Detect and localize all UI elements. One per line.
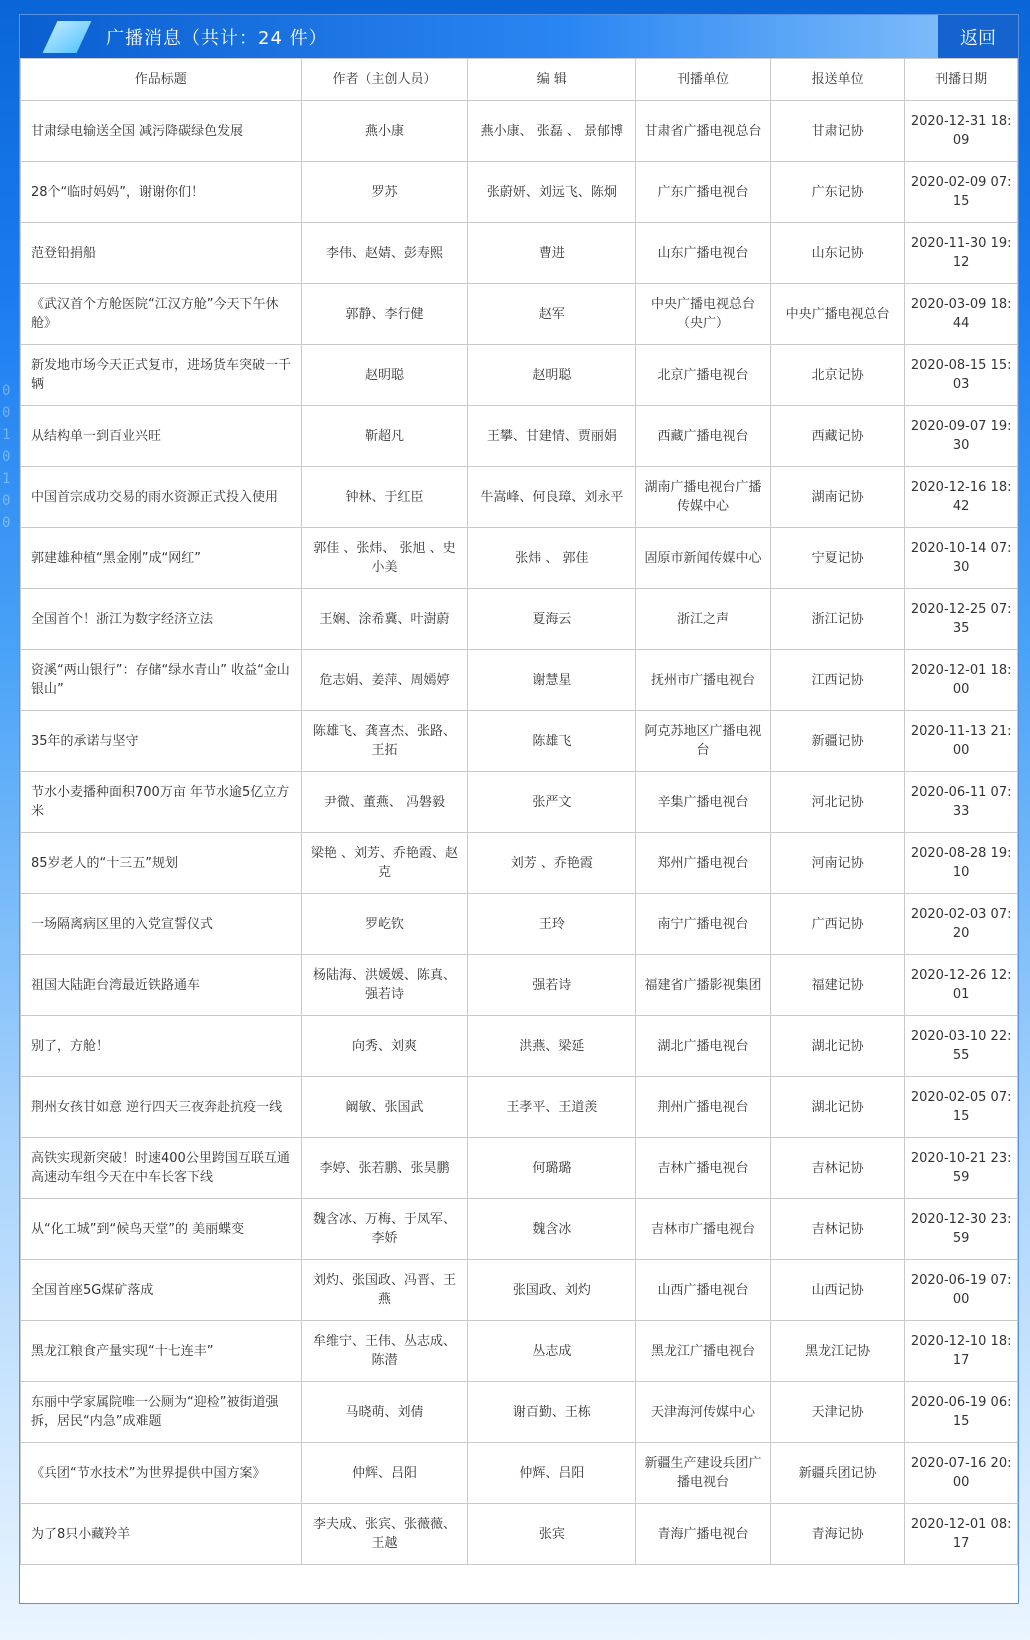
broadcaster-cell: 广东广播电视台 [636, 162, 771, 223]
author-cell: 仲辉、吕阳 [301, 1443, 468, 1504]
date-cell: 2020-02-05 07:15 [905, 1077, 1018, 1138]
broadcaster-cell: 西藏广播电视台 [636, 406, 771, 467]
column-header: 报送单位 [770, 59, 905, 101]
column-header: 刊播日期 [905, 59, 1018, 101]
work-title-cell[interactable]: 全国首个！浙江为数字经济立法 [21, 589, 302, 650]
author-cell: 郭佳 、张炜、 张旭 、史小美 [301, 528, 468, 589]
table-row[interactable] [21, 406, 1018, 467]
table-row[interactable] [21, 833, 1018, 894]
work-title-cell[interactable]: 黑龙江粮食产量实现“十七连丰” [21, 1321, 302, 1382]
editor-cell: 魏含冰 [468, 1199, 636, 1260]
broadcaster-cell: 浙江之声 [636, 589, 771, 650]
author-cell: 燕小康 [301, 101, 468, 162]
submitter-cell: 吉林记协 [770, 1199, 905, 1260]
table-row[interactable] [21, 284, 1018, 345]
table-row[interactable] [21, 1138, 1018, 1199]
broadcaster-cell: 吉林广播电视台 [636, 1138, 771, 1199]
work-title-cell[interactable]: 《武汉首个方舱医院“江汉方舱”今天下午休舱》 [21, 284, 302, 345]
submitter-cell: 广东记协 [770, 162, 905, 223]
table-row[interactable] [21, 1077, 1018, 1138]
submitter-cell: 宁夏记协 [770, 528, 905, 589]
panel-header [20, 15, 1018, 58]
date-cell: 2020-12-10 18:17 [905, 1321, 1018, 1382]
table-row[interactable] [21, 467, 1018, 528]
broadcaster-cell: 抚州市广播电视台 [636, 650, 771, 711]
author-cell: 杨陆海、洪媛媛、陈真、强若诗 [301, 955, 468, 1016]
submitter-cell: 浙江记协 [770, 589, 905, 650]
submitter-cell: 湖北记协 [770, 1016, 905, 1077]
work-title-cell[interactable]: 85岁老人的“十三五”规划 [21, 833, 302, 894]
date-cell: 2020-07-16 20:00 [905, 1443, 1018, 1504]
date-cell: 2020-12-26 12:01 [905, 955, 1018, 1016]
table-row[interactable] [21, 1199, 1018, 1260]
table-row[interactable] [21, 1260, 1018, 1321]
submitter-cell: 湖北记协 [770, 1077, 905, 1138]
author-cell: 郭静、李行健 [301, 284, 468, 345]
author-cell: 陈雄飞、龚喜杰、张路、王拓 [301, 711, 468, 772]
submitter-cell: 北京记协 [770, 345, 905, 406]
date-cell: 2020-03-10 22:55 [905, 1016, 1018, 1077]
submitter-cell: 江西记协 [770, 650, 905, 711]
author-cell: 罗苏 [301, 162, 468, 223]
broadcaster-cell: 郑州广播电视台 [636, 833, 771, 894]
work-title-cell[interactable]: 从结构单一到百业兴旺 [21, 406, 302, 467]
editor-cell: 张严文 [468, 772, 636, 833]
author-cell: 魏含冰、万梅、于凤军、李娇 [301, 1199, 468, 1260]
editor-cell: 陈雄飞 [468, 711, 636, 772]
date-cell: 2020-03-09 18:44 [905, 284, 1018, 345]
table-row[interactable] [21, 1504, 1018, 1565]
broadcaster-cell: 甘肃省广播电视总台 [636, 101, 771, 162]
work-title-cell[interactable]: 为了8只小藏羚羊 [21, 1504, 302, 1565]
date-cell: 2020-06-19 07:00 [905, 1260, 1018, 1321]
editor-cell: 燕小康、 张磊 、 景郁博 [468, 101, 636, 162]
column-header: 编 辑 [468, 59, 636, 101]
submitter-cell: 黑龙江记协 [770, 1321, 905, 1382]
broadcaster-cell: 山西广播电视台 [636, 1260, 771, 1321]
panel-title: 广播消息（共计：24 件） [106, 27, 328, 49]
work-title-cell[interactable]: 甘肃绿电输送全国 减污降碳绿色发展 [21, 101, 302, 162]
date-cell: 2020-08-28 19:10 [905, 833, 1018, 894]
editor-cell: 赵明聪 [468, 345, 636, 406]
broadcaster-cell: 湖南广播电视台广播传媒中心 [636, 467, 771, 528]
author-cell: 刘灼、张国政、冯晋、王燕 [301, 1260, 468, 1321]
broadcaster-cell: 黑龙江广播电视台 [636, 1321, 771, 1382]
author-cell: 尹微、董燕、 冯磐毅 [301, 772, 468, 833]
date-cell: 2020-12-16 18:42 [905, 467, 1018, 528]
editor-cell: 仲辉、吕阳 [468, 1443, 636, 1504]
table-row[interactable] [21, 1321, 1018, 1382]
work-title-cell[interactable]: 郭建雄种植“黑金刚”成“网红” [21, 528, 302, 589]
header-stripe-icon [43, 21, 92, 53]
editor-cell: 何璐璐 [468, 1138, 636, 1199]
broadcaster-cell: 福建省广播影视集团 [636, 955, 771, 1016]
submitter-cell: 甘肃记协 [770, 101, 905, 162]
submitter-cell: 湖南记协 [770, 467, 905, 528]
editor-cell: 强若诗 [468, 955, 636, 1016]
author-cell: 危志娟、姜萍、周嫣婷 [301, 650, 468, 711]
column-header: 作者（主创人员） [301, 59, 468, 101]
author-cell: 钟林、于红臣 [301, 467, 468, 528]
table-header-row [21, 59, 1018, 101]
date-cell: 2020-10-21 23:59 [905, 1138, 1018, 1199]
table-row[interactable] [21, 650, 1018, 711]
date-cell: 2020-06-19 06:15 [905, 1382, 1018, 1443]
date-cell: 2020-12-30 23:59 [905, 1199, 1018, 1260]
editor-cell: 王攀、甘建情、贾丽娟 [468, 406, 636, 467]
submitter-cell: 广西记协 [770, 894, 905, 955]
author-cell: 李伟、赵婧、彭寿熙 [301, 223, 468, 284]
editor-cell: 张国政、刘灼 [468, 1260, 636, 1321]
column-header: 刊播单位 [636, 59, 771, 101]
editor-cell: 曹进 [468, 223, 636, 284]
author-cell: 罗屹钦 [301, 894, 468, 955]
table-row[interactable] [21, 1382, 1018, 1443]
editor-cell: 赵军 [468, 284, 636, 345]
work-title-cell[interactable]: 节水小麦播种面积700万亩 年节水逾5亿立方米 [21, 772, 302, 833]
broadcaster-cell: 湖北广播电视台 [636, 1016, 771, 1077]
broadcaster-cell: 中央广播电视总台（央广） [636, 284, 771, 345]
broadcaster-cell: 北京广播电视台 [636, 345, 771, 406]
broadcaster-cell: 辛集广播电视台 [636, 772, 771, 833]
work-title-cell[interactable]: 高铁实现新突破！时速400公里跨国互联互通高速动车组今天在中车长客下线 [21, 1138, 302, 1199]
date-cell: 2020-12-01 18:00 [905, 650, 1018, 711]
date-cell: 2020-11-30 19:12 [905, 223, 1018, 284]
submitter-cell: 河南记协 [770, 833, 905, 894]
back-button[interactable]: 返回 [938, 15, 1018, 58]
work-title-cell[interactable]: 新发地市场今天正式复市，进场货车突破一千辆 [21, 345, 302, 406]
broadcaster-cell: 天津海河传媒中心 [636, 1382, 771, 1443]
work-title-cell[interactable]: 35年的承诺与坚守 [21, 711, 302, 772]
editor-cell: 王玲 [468, 894, 636, 955]
submitter-cell: 青海记协 [770, 1504, 905, 1565]
table-row[interactable] [21, 162, 1018, 223]
date-cell: 2020-06-11 07:33 [905, 772, 1018, 833]
editor-cell: 王孝平、王道羡 [468, 1077, 636, 1138]
author-cell: 梁艳 、刘芳、乔艳霞、赵克 [301, 833, 468, 894]
author-cell: 李婷、张若鹏、张昊鹏 [301, 1138, 468, 1199]
table-row[interactable] [21, 589, 1018, 650]
author-cell: 赵明聪 [301, 345, 468, 406]
work-title-cell[interactable]: 荆州女孩甘如意 逆行四天三夜奔赴抗疫一线 [21, 1077, 302, 1138]
table-row[interactable] [21, 772, 1018, 833]
date-cell: 2020-12-25 07:35 [905, 589, 1018, 650]
submitter-cell: 河北记协 [770, 772, 905, 833]
editor-cell: 丛志成 [468, 1321, 636, 1382]
submitter-cell: 西藏记协 [770, 406, 905, 467]
table-row[interactable] [21, 711, 1018, 772]
work-title-cell[interactable]: 28个“临时妈妈”，谢谢你们！ [21, 162, 302, 223]
date-cell: 2020-09-07 19:30 [905, 406, 1018, 467]
date-cell: 2020-02-03 07:20 [905, 894, 1018, 955]
work-title-cell[interactable]: 全国首座5G煤矿落成 [21, 1260, 302, 1321]
date-cell: 2020-10-14 07:30 [905, 528, 1018, 589]
date-cell: 2020-12-31 18:09 [905, 101, 1018, 162]
author-cell: 牟维宁、王伟、丛志成、陈潜 [301, 1321, 468, 1382]
submitter-cell: 天津记协 [770, 1382, 905, 1443]
work-title-cell[interactable]: 《兵团“节水技术”为世界提供中国方案》 [21, 1443, 302, 1504]
broadcaster-cell: 山东广播电视台 [636, 223, 771, 284]
author-cell: 向秀、刘爽 [301, 1016, 468, 1077]
broadcaster-cell: 吉林市广播电视台 [636, 1199, 771, 1260]
table-row[interactable] [21, 223, 1018, 284]
date-cell: 2020-08-15 15:03 [905, 345, 1018, 406]
table-row[interactable] [21, 894, 1018, 955]
editor-cell: 谢慧星 [468, 650, 636, 711]
editor-cell: 张蔚妍、刘远飞、陈炯 [468, 162, 636, 223]
submitter-cell: 中央广播电视总台 [770, 284, 905, 345]
submitter-cell: 山西记协 [770, 1260, 905, 1321]
editor-cell: 牛嵩峰、何良璋、刘永平 [468, 467, 636, 528]
work-title-cell[interactable]: 东丽中学家属院唯一公厕为“迎检”被街道强拆，居民“内急”成难题 [21, 1382, 302, 1443]
submitter-cell: 山东记协 [770, 223, 905, 284]
submitter-cell: 新疆兵团记协 [770, 1443, 905, 1504]
table-body [21, 101, 1018, 1565]
editor-cell: 张炜 、 郭佳 [468, 528, 636, 589]
work-title-cell[interactable]: 范登铅捐船 [21, 223, 302, 284]
table-row[interactable] [21, 101, 1018, 162]
author-cell: 靳超凡 [301, 406, 468, 467]
table-row[interactable] [21, 1443, 1018, 1504]
table-row[interactable] [21, 528, 1018, 589]
editor-cell: 刘芳 、乔艳霞 [468, 833, 636, 894]
broadcast-table [20, 58, 1018, 1565]
column-header: 作品标题 [21, 59, 302, 101]
editor-cell: 洪燕、梁延 [468, 1016, 636, 1077]
work-title-cell[interactable]: 一场隔离病区里的入党宣誓仪式 [21, 894, 302, 955]
date-cell: 2020-12-01 08:17 [905, 1504, 1018, 1565]
editor-cell: 夏海云 [468, 589, 636, 650]
author-cell: 王娴、涂希冀、叶澍蔚 [301, 589, 468, 650]
author-cell: 马晓萌、刘倩 [301, 1382, 468, 1443]
table-row[interactable] [21, 1016, 1018, 1077]
broadcaster-cell: 新疆生产建设兵团广播电视台 [636, 1443, 771, 1504]
submitter-cell: 新疆记协 [770, 711, 905, 772]
submitter-cell: 福建记协 [770, 955, 905, 1016]
broadcaster-cell: 南宁广播电视台 [636, 894, 771, 955]
broadcaster-cell: 青海广播电视台 [636, 1504, 771, 1565]
table-row[interactable] [21, 955, 1018, 1016]
broadcast-list-panel [19, 14, 1019, 1604]
work-title-cell[interactable]: 别了，方舱！ [21, 1016, 302, 1077]
editor-cell: 谢百勤、王栋 [468, 1382, 636, 1443]
author-cell: 李夫成、张宾、张薇薇、王越 [301, 1504, 468, 1565]
broadcaster-cell: 阿克苏地区广播电视台 [636, 711, 771, 772]
work-title-cell[interactable]: 从“化工城”到“候鸟天堂”的 美丽蝶变 [21, 1199, 302, 1260]
date-cell: 2020-11-13 21:00 [905, 711, 1018, 772]
work-title-cell[interactable]: 资溪“两山银行”：存储“绿水青山” 收益“金山银山” [21, 650, 302, 711]
table-row[interactable] [21, 345, 1018, 406]
date-cell: 2020-02-09 07:15 [905, 162, 1018, 223]
submitter-cell: 吉林记协 [770, 1138, 905, 1199]
editor-cell: 张宾 [468, 1504, 636, 1565]
background-decoration: 0 0 1 0 1 0 0 [2, 383, 11, 531]
author-cell: 阚敏、张国武 [301, 1077, 468, 1138]
broadcaster-cell: 荆州广播电视台 [636, 1077, 771, 1138]
work-title-cell[interactable]: 祖国大陆距台湾最近铁路通车 [21, 955, 302, 1016]
broadcaster-cell: 固原市新闻传媒中心 [636, 528, 771, 589]
work-title-cell[interactable]: 中国首宗成功交易的雨水资源正式投入使用 [21, 467, 302, 528]
